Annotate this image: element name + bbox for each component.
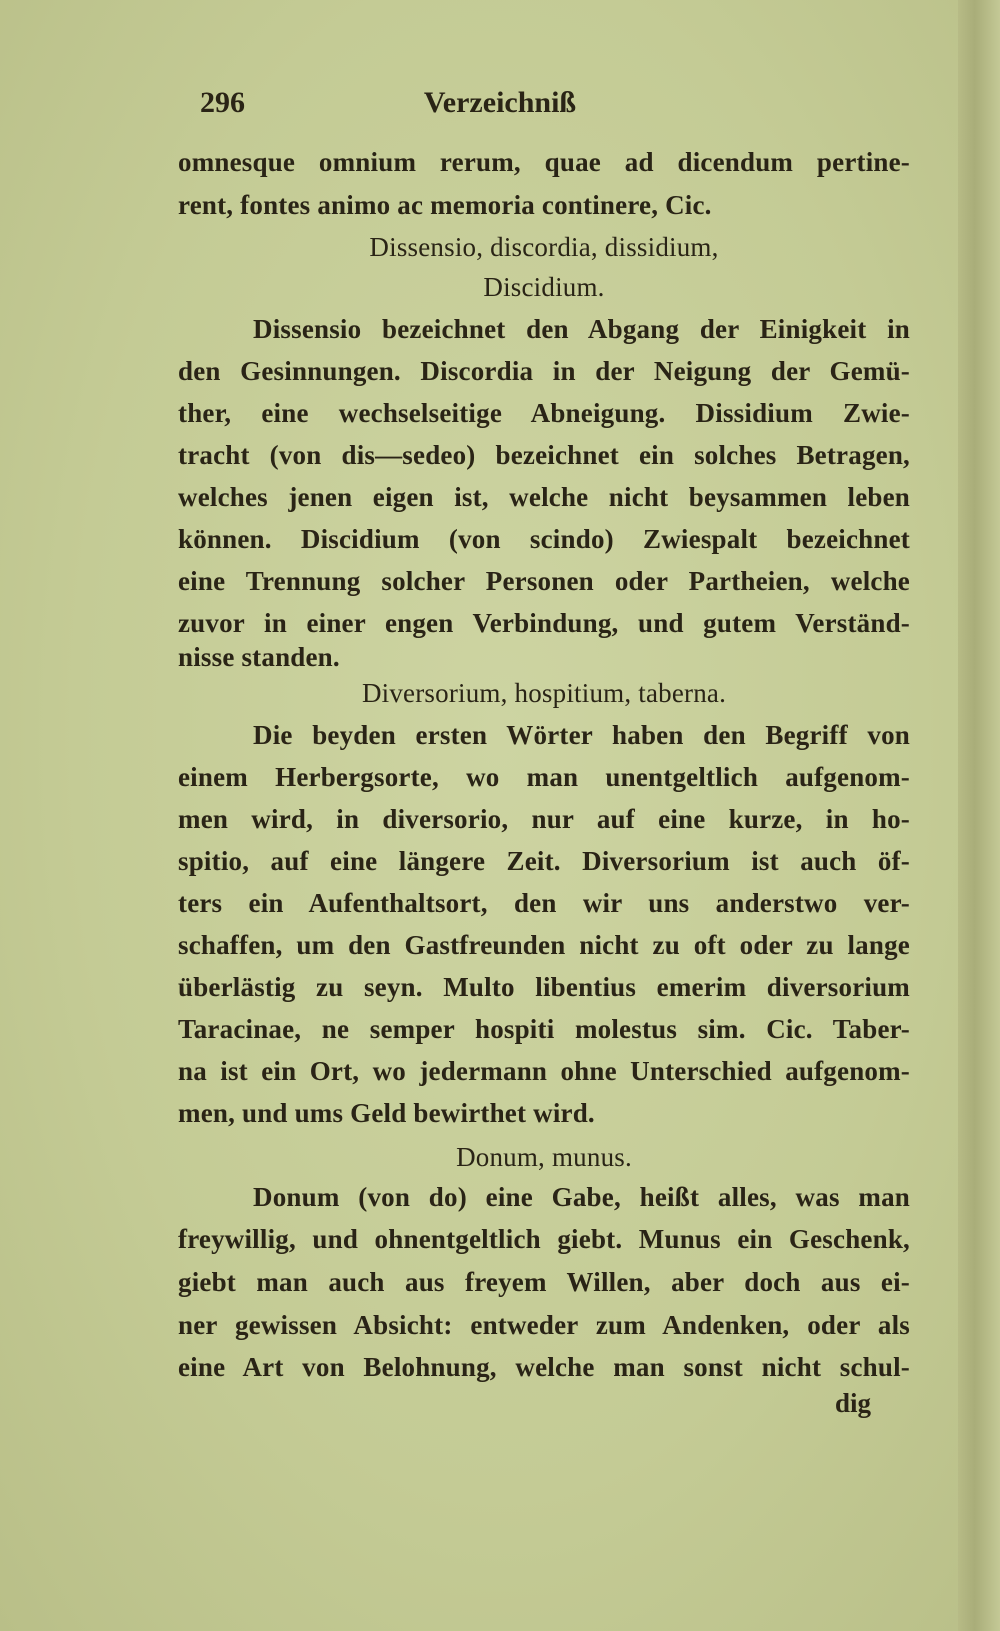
text-line: giebt man auch aus freyem Willen, aber doch aus ei- [178,1267,910,1297]
entry-heading: Dissensio, discordia, dissidium, [369,232,719,262]
text-line: Dissensio bezeichnet den Abgang der Einigkeit in [253,314,910,344]
text-line: einem Herbergsorte, wo man unentgeltlich aufgenom- [178,762,910,792]
text-line: zuvor in einer engen Verbindung, und gutem Verständ- [178,608,910,638]
entry-heading: Diversorium, hospitium, taberna. [361,678,727,708]
catchword: dig [835,1388,872,1418]
text-line: eine Art von Belohnung, welche man sonst nicht schul- [178,1352,910,1382]
text-line: tracht (von dis—sedeo) bezeichnet ein solches Betragen, [178,440,910,470]
text-line: freywillig, und ohnentgeltlich giebt. Munus ein Geschenk, [178,1224,910,1254]
text-line: Taracinae, ne semper hospiti molestus sim. Cic. Taber- [178,1014,910,1044]
text-line: na ist ein Ort, wo jedermann ohne Unterschied aufgenom- [178,1056,910,1086]
text-line: ther, eine wechselseitige Abneigung. Dissidium Zwie- [178,398,910,428]
text-line: ner gewissen Absicht: entweder zum Andenken, oder als [178,1310,910,1340]
text-line: ters ein Aufenthaltsort, den wir uns anderstwo ver- [178,888,910,918]
text-line: überlästig zu seyn. Multo libentius emerim diversorium [178,972,910,1002]
text-line: omnesque omnium rerum, quae ad dicendum pertine- [178,147,910,177]
text-line: rent, fontes animo ac memoria continere, Cic. [178,190,712,220]
page-number: 296 [200,86,245,119]
entry-heading: Discidium. [483,272,605,302]
text-line: Die beyden ersten Wörter haben den Begriff von [253,720,910,750]
text-line: men wird, in diversorio, nur auf eine kurze, in ho- [178,804,910,834]
text-line: men, und ums Geld bewirthet wird. [178,1098,595,1128]
text-line: eine Trennung solcher Personen oder Partheien, welche [178,566,910,596]
text-line: welches jenen eigen ist, welche nicht beysammen leben [178,482,910,512]
text-line: können. Discidium (von scindo) Zwiespalt bezeichnet [178,524,910,554]
text-line: nisse standen. [178,642,340,672]
entry-heading: Donum, munus. [456,1142,632,1172]
text-line: schaffen, um den Gastfreunden nicht zu oft oder zu lange [178,930,910,960]
text-line: spitio, auf eine längere Zeit. Diversorium ist auch öf- [178,846,910,876]
text-line: den Gesinnungen. Discordia in der Neigung der Gemü- [178,356,910,386]
page-edge [958,0,1000,1631]
running-head: Verzeichniß [423,86,577,119]
text-line: Donum (von do) eine Gabe, heißt alles, was man [253,1182,910,1212]
